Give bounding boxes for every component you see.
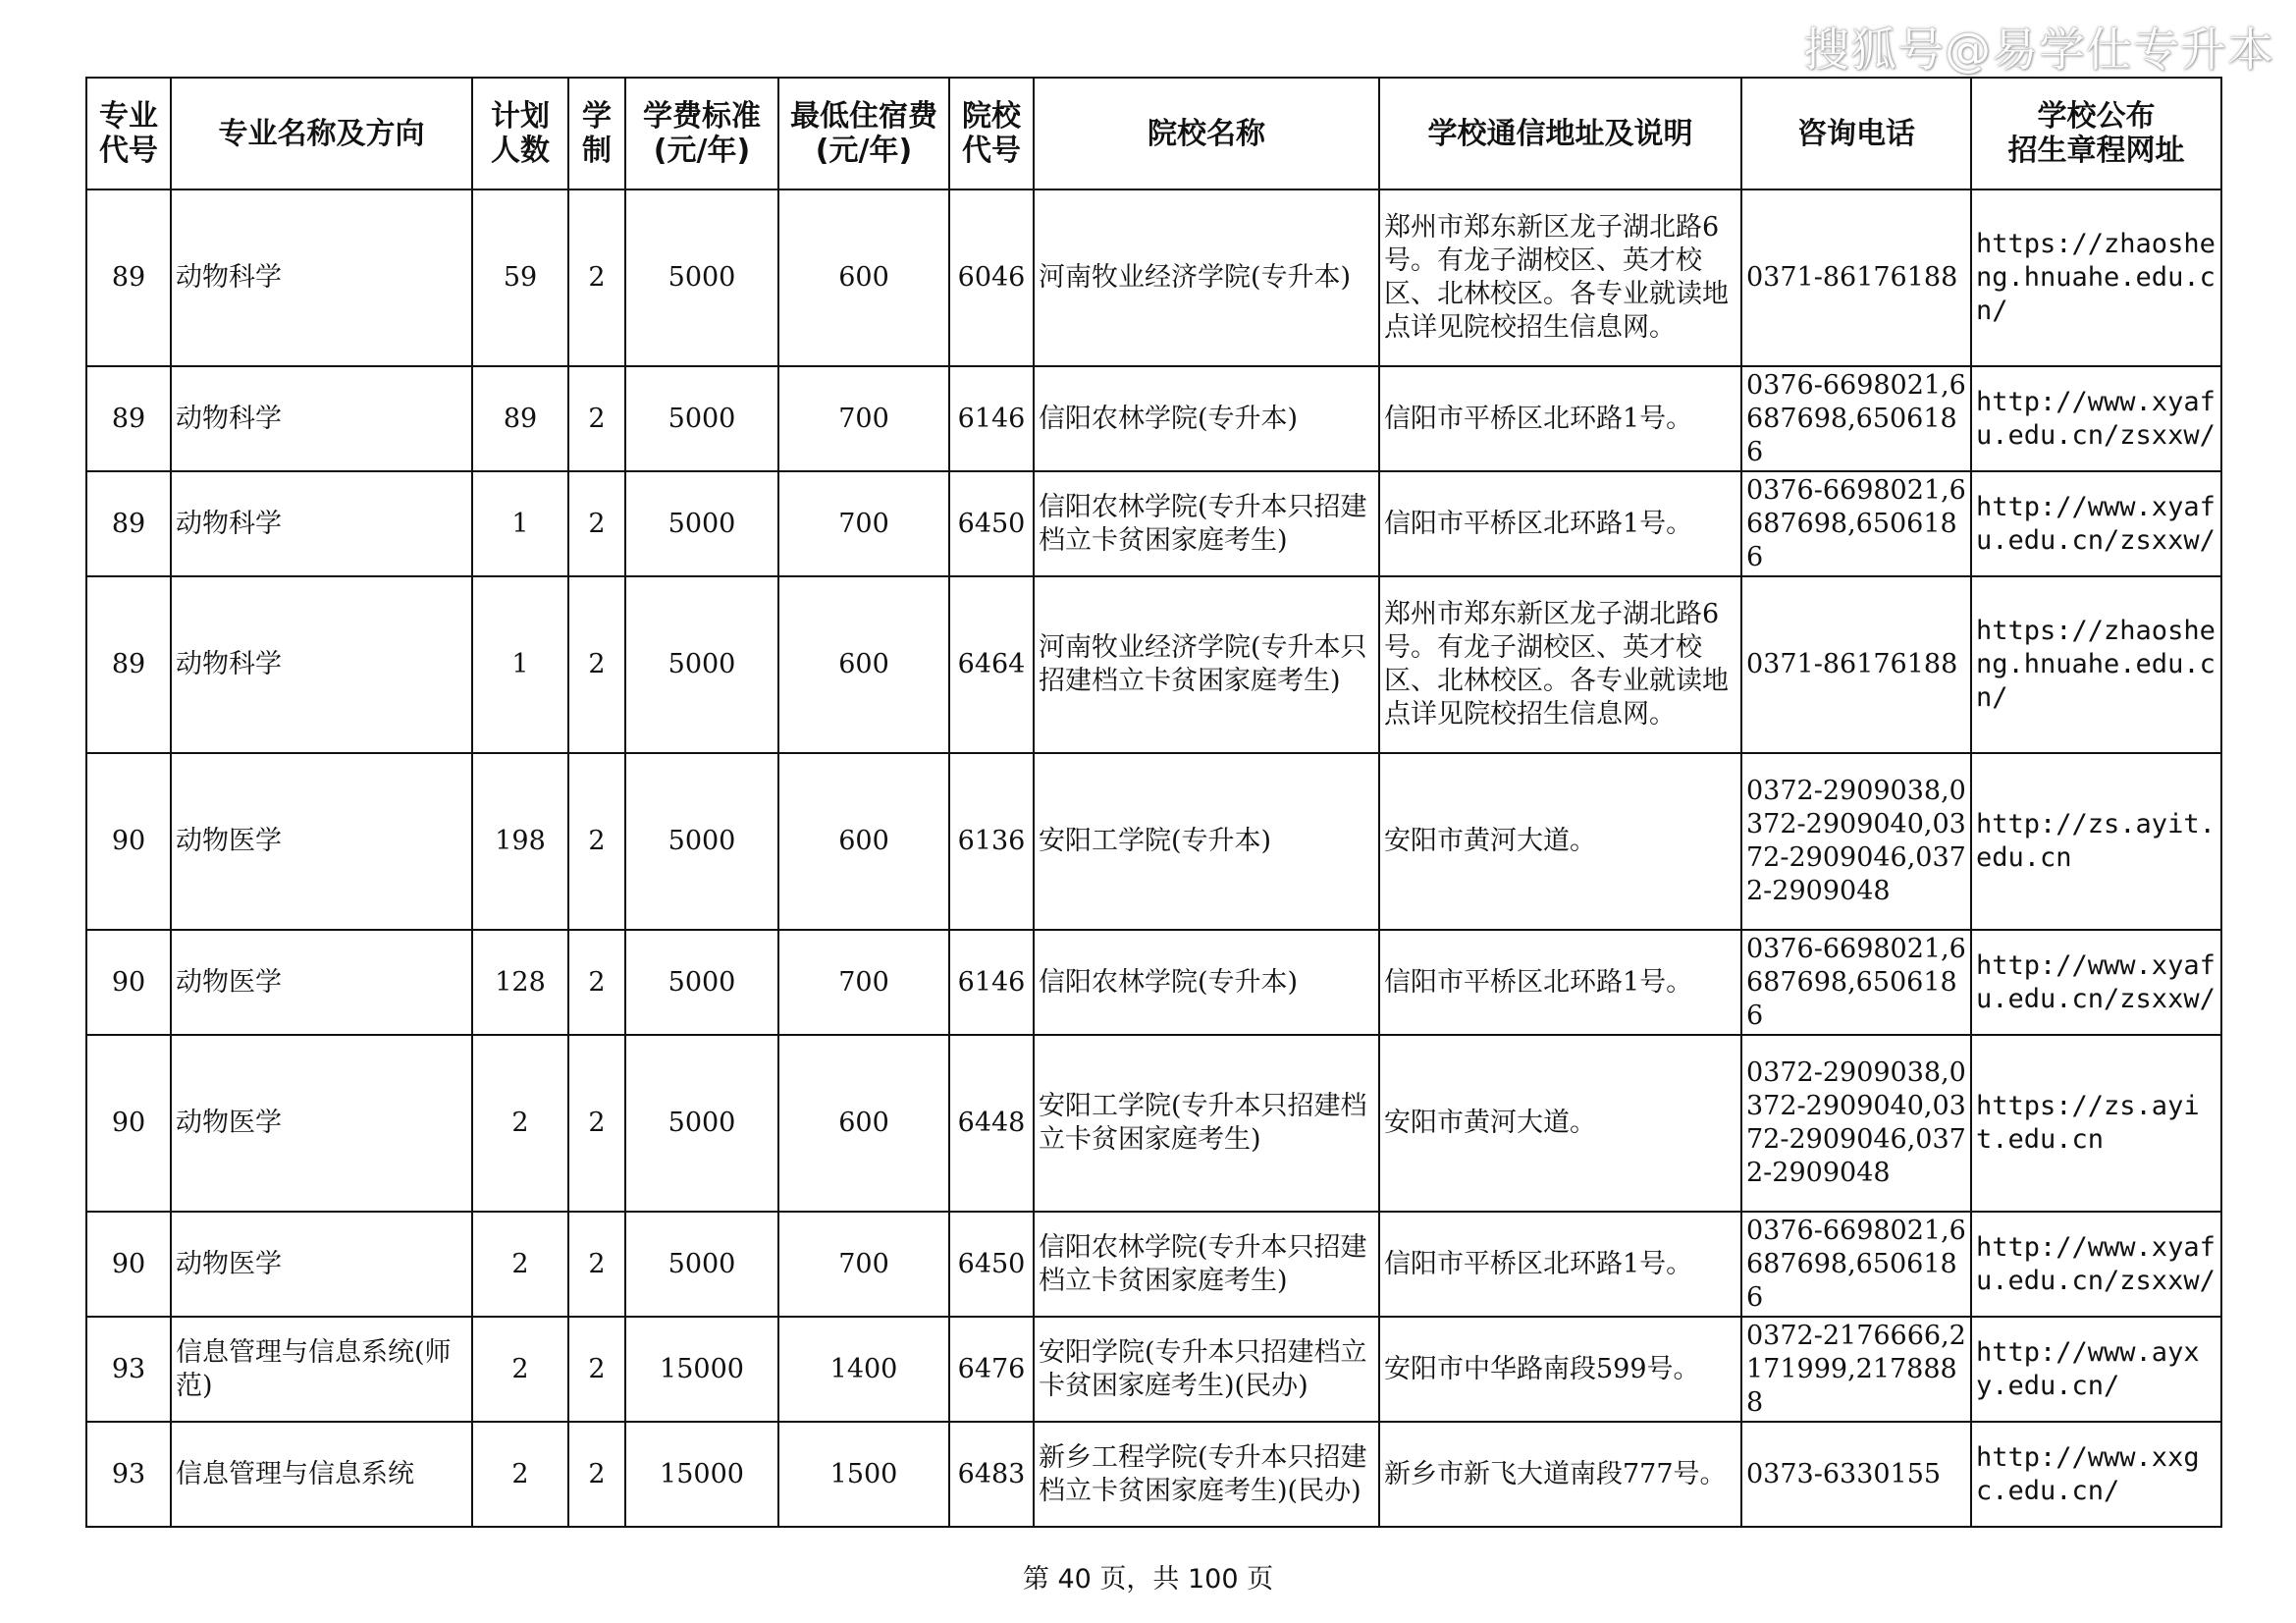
column-header: 院校 代号	[949, 78, 1034, 189]
major-name-cell: 动物科学	[171, 471, 472, 576]
phone-cell: 0376-6698021,6687698,6506186	[1741, 930, 1971, 1035]
tuition-cell: 5000	[625, 576, 778, 753]
column-header: 专业名称及方向	[171, 78, 472, 189]
years-cell: 2	[568, 471, 625, 576]
column-header: 最低住宿费 (元/年)	[778, 78, 949, 189]
major-name-cell: 动物医学	[171, 753, 472, 930]
years-cell: 2	[568, 930, 625, 1035]
address-cell: 安阳市黄河大道。	[1379, 1035, 1741, 1212]
major-code-cell: 90	[86, 1035, 171, 1212]
tuition-cell: 5000	[625, 1035, 778, 1212]
years-cell: 2	[568, 189, 625, 366]
column-header: 学校公布 招生章程网址	[1971, 78, 2221, 189]
phone-cell: 0376-6698021,6687698,6506186	[1741, 1212, 1971, 1317]
school-name-cell: 河南牧业经济学院(专升本只招建档立卡贫困家庭考生)	[1034, 576, 1379, 753]
tuition-cell: 5000	[625, 471, 778, 576]
dorm-fee-cell: 600	[778, 1035, 949, 1212]
major-code-cell: 89	[86, 189, 171, 366]
major-name-cell: 动物医学	[171, 1212, 472, 1317]
major-code-cell: 90	[86, 753, 171, 930]
plan-count-cell: 1	[472, 471, 568, 576]
table-row	[86, 753, 2221, 930]
phone-cell: 0371-86176188	[1741, 189, 1971, 366]
column-header: 学费标准 (元/年)	[625, 78, 778, 189]
school-code-cell: 6450	[949, 471, 1034, 576]
address-cell: 信阳市平桥区北环路1号。	[1379, 471, 1741, 576]
website-cell: http://www.ayxy.edu.cn/	[1971, 1317, 2221, 1422]
major-code-cell: 93	[86, 1422, 171, 1527]
website-cell: https://zhaosheng.hnuahe.edu.cn/	[1971, 189, 2221, 366]
plan-count-cell: 2	[472, 1035, 568, 1212]
major-name-cell: 动物医学	[171, 930, 472, 1035]
phone-cell: 0376-6698021,6687698,6506186	[1741, 471, 1971, 576]
address-cell: 新乡市新飞大道南段777号。	[1379, 1422, 1741, 1527]
school-code-cell: 6450	[949, 1212, 1034, 1317]
major-name-cell: 动物医学	[171, 1035, 472, 1212]
page-footer: 第 40 页，共 100 页	[1022, 1564, 1274, 1595]
address-cell: 郑州市郑东新区龙子湖北路6号。有龙子湖校区、英才校区、北林校区。各专业就读地点详见院校招生信息网。	[1379, 189, 1741, 366]
header-row	[86, 78, 2221, 189]
school-code-cell: 6146	[949, 366, 1034, 471]
major-code-cell: 89	[86, 366, 171, 471]
years-cell: 2	[568, 1422, 625, 1527]
column-header: 学校通信地址及说明	[1379, 78, 1741, 189]
plan-count-cell: 2	[472, 1422, 568, 1527]
tuition-cell: 5000	[625, 1212, 778, 1317]
dorm-fee-cell: 700	[778, 930, 949, 1035]
table-body	[86, 189, 2221, 1527]
column-header: 学 制	[568, 78, 625, 189]
plan-count-cell: 2	[472, 1317, 568, 1422]
table-row	[86, 1035, 2221, 1212]
school-name-cell: 信阳农林学院(专升本只招建档立卡贫困家庭考生)	[1034, 1212, 1379, 1317]
website-cell: http://zs.ayit.edu.cn	[1971, 753, 2221, 930]
column-header: 咨询电话	[1741, 78, 1971, 189]
table-row	[86, 189, 2221, 366]
tuition-cell: 5000	[625, 189, 778, 366]
dorm-fee-cell: 1400	[778, 1317, 949, 1422]
school-code-cell: 6046	[949, 189, 1034, 366]
years-cell: 2	[568, 366, 625, 471]
watermark: 搜狐号@易学仕专升本	[1803, 24, 2274, 78]
dorm-fee-cell: 600	[778, 576, 949, 753]
dorm-fee-cell: 700	[778, 366, 949, 471]
major-code-cell: 89	[86, 576, 171, 753]
school-name-cell: 安阳工学院(专升本只招建档立卡贫困家庭考生)	[1034, 1035, 1379, 1212]
plan-count-cell: 59	[472, 189, 568, 366]
table-row	[86, 930, 2221, 1035]
school-name-cell: 信阳农林学院(专升本)	[1034, 366, 1379, 471]
phone-cell: 0372-2909038,0372-2909040,0372-2909046,0372-2909048	[1741, 753, 1971, 930]
years-cell: 2	[568, 1212, 625, 1317]
website-cell: http://www.xyafu.edu.cn/zsxxw/	[1971, 1212, 2221, 1317]
school-code-cell: 6146	[949, 930, 1034, 1035]
address-cell: 安阳市中华路南段599号。	[1379, 1317, 1741, 1422]
dorm-fee-cell: 1500	[778, 1422, 949, 1527]
table-row	[86, 576, 2221, 753]
major-name-cell: 动物科学	[171, 189, 472, 366]
years-cell: 2	[568, 1317, 625, 1422]
column-header: 计划 人数	[472, 78, 568, 189]
school-code-cell: 6483	[949, 1422, 1034, 1527]
major-name-cell: 动物科学	[171, 366, 472, 471]
phone-cell: 0373-6330155	[1741, 1422, 1971, 1527]
school-name-cell: 安阳工学院(专升本)	[1034, 753, 1379, 930]
years-cell: 2	[568, 576, 625, 753]
tuition-cell: 15000	[625, 1422, 778, 1527]
enrollment-table	[85, 77, 2222, 1528]
school-name-cell: 安阳学院(专升本只招建档立卡贫困家庭考生)(民办)	[1034, 1317, 1379, 1422]
plan-count-cell: 198	[472, 753, 568, 930]
address-cell: 郑州市郑东新区龙子湖北路6号。有龙子湖校区、英才校区、北林校区。各专业就读地点详见院校招生信息网。	[1379, 576, 1741, 753]
tuition-cell: 5000	[625, 753, 778, 930]
table-row	[86, 1317, 2221, 1422]
address-cell: 安阳市黄河大道。	[1379, 753, 1741, 930]
years-cell: 2	[568, 1035, 625, 1212]
plan-count-cell: 2	[472, 1212, 568, 1317]
tuition-cell: 15000	[625, 1317, 778, 1422]
school-code-cell: 6476	[949, 1317, 1034, 1422]
major-code-cell: 93	[86, 1317, 171, 1422]
major-name-cell: 动物科学	[171, 576, 472, 753]
tuition-cell: 5000	[625, 366, 778, 471]
dorm-fee-cell: 600	[778, 753, 949, 930]
phone-cell: 0372-2176666,2171999,2178888	[1741, 1317, 1971, 1422]
school-name-cell: 信阳农林学院(专升本)	[1034, 930, 1379, 1035]
table-row	[86, 1212, 2221, 1317]
school-name-cell: 信阳农林学院(专升本只招建档立卡贫困家庭考生)	[1034, 471, 1379, 576]
website-cell: https://zhaosheng.hnuahe.edu.cn/	[1971, 576, 2221, 753]
website-cell: https://zs.ayit.edu.cn	[1971, 1035, 2221, 1212]
website-cell: http://www.xyafu.edu.cn/zsxxw/	[1971, 366, 2221, 471]
school-name-cell: 河南牧业经济学院(专升本)	[1034, 189, 1379, 366]
plan-count-cell: 128	[472, 930, 568, 1035]
website-cell: http://www.xxgc.edu.cn/	[1971, 1422, 2221, 1527]
major-code-cell: 90	[86, 1212, 171, 1317]
table-row	[86, 471, 2221, 576]
years-cell: 2	[568, 753, 625, 930]
plan-count-cell: 89	[472, 366, 568, 471]
dorm-fee-cell: 700	[778, 1212, 949, 1317]
school-code-cell: 6448	[949, 1035, 1034, 1212]
school-name-cell: 新乡工程学院(专升本只招建档立卡贫困家庭考生)(民办)	[1034, 1422, 1379, 1527]
school-code-cell: 6464	[949, 576, 1034, 753]
tuition-cell: 5000	[625, 930, 778, 1035]
phone-cell: 0376-6698021,6687698,6506186	[1741, 366, 1971, 471]
phone-cell: 0371-86176188	[1741, 576, 1971, 753]
table-row	[86, 1422, 2221, 1527]
column-header: 专业 代号	[86, 78, 171, 189]
plan-count-cell: 1	[472, 576, 568, 753]
address-cell: 信阳市平桥区北环路1号。	[1379, 366, 1741, 471]
website-cell: http://www.xyafu.edu.cn/zsxxw/	[1971, 930, 2221, 1035]
dorm-fee-cell: 600	[778, 189, 949, 366]
school-code-cell: 6136	[949, 753, 1034, 930]
major-code-cell: 89	[86, 471, 171, 576]
address-cell: 信阳市平桥区北环路1号。	[1379, 930, 1741, 1035]
table-row	[86, 366, 2221, 471]
major-name-cell: 信息管理与信息系统	[171, 1422, 472, 1527]
website-cell: http://www.xyafu.edu.cn/zsxxw/	[1971, 471, 2221, 576]
major-code-cell: 90	[86, 930, 171, 1035]
phone-cell: 0372-2909038,0372-2909040,0372-2909046,0372-2909048	[1741, 1035, 1971, 1212]
address-cell: 信阳市平桥区北环路1号。	[1379, 1212, 1741, 1317]
column-header: 院校名称	[1034, 78, 1379, 189]
major-name-cell: 信息管理与信息系统(师范)	[171, 1317, 472, 1422]
dorm-fee-cell: 700	[778, 471, 949, 576]
